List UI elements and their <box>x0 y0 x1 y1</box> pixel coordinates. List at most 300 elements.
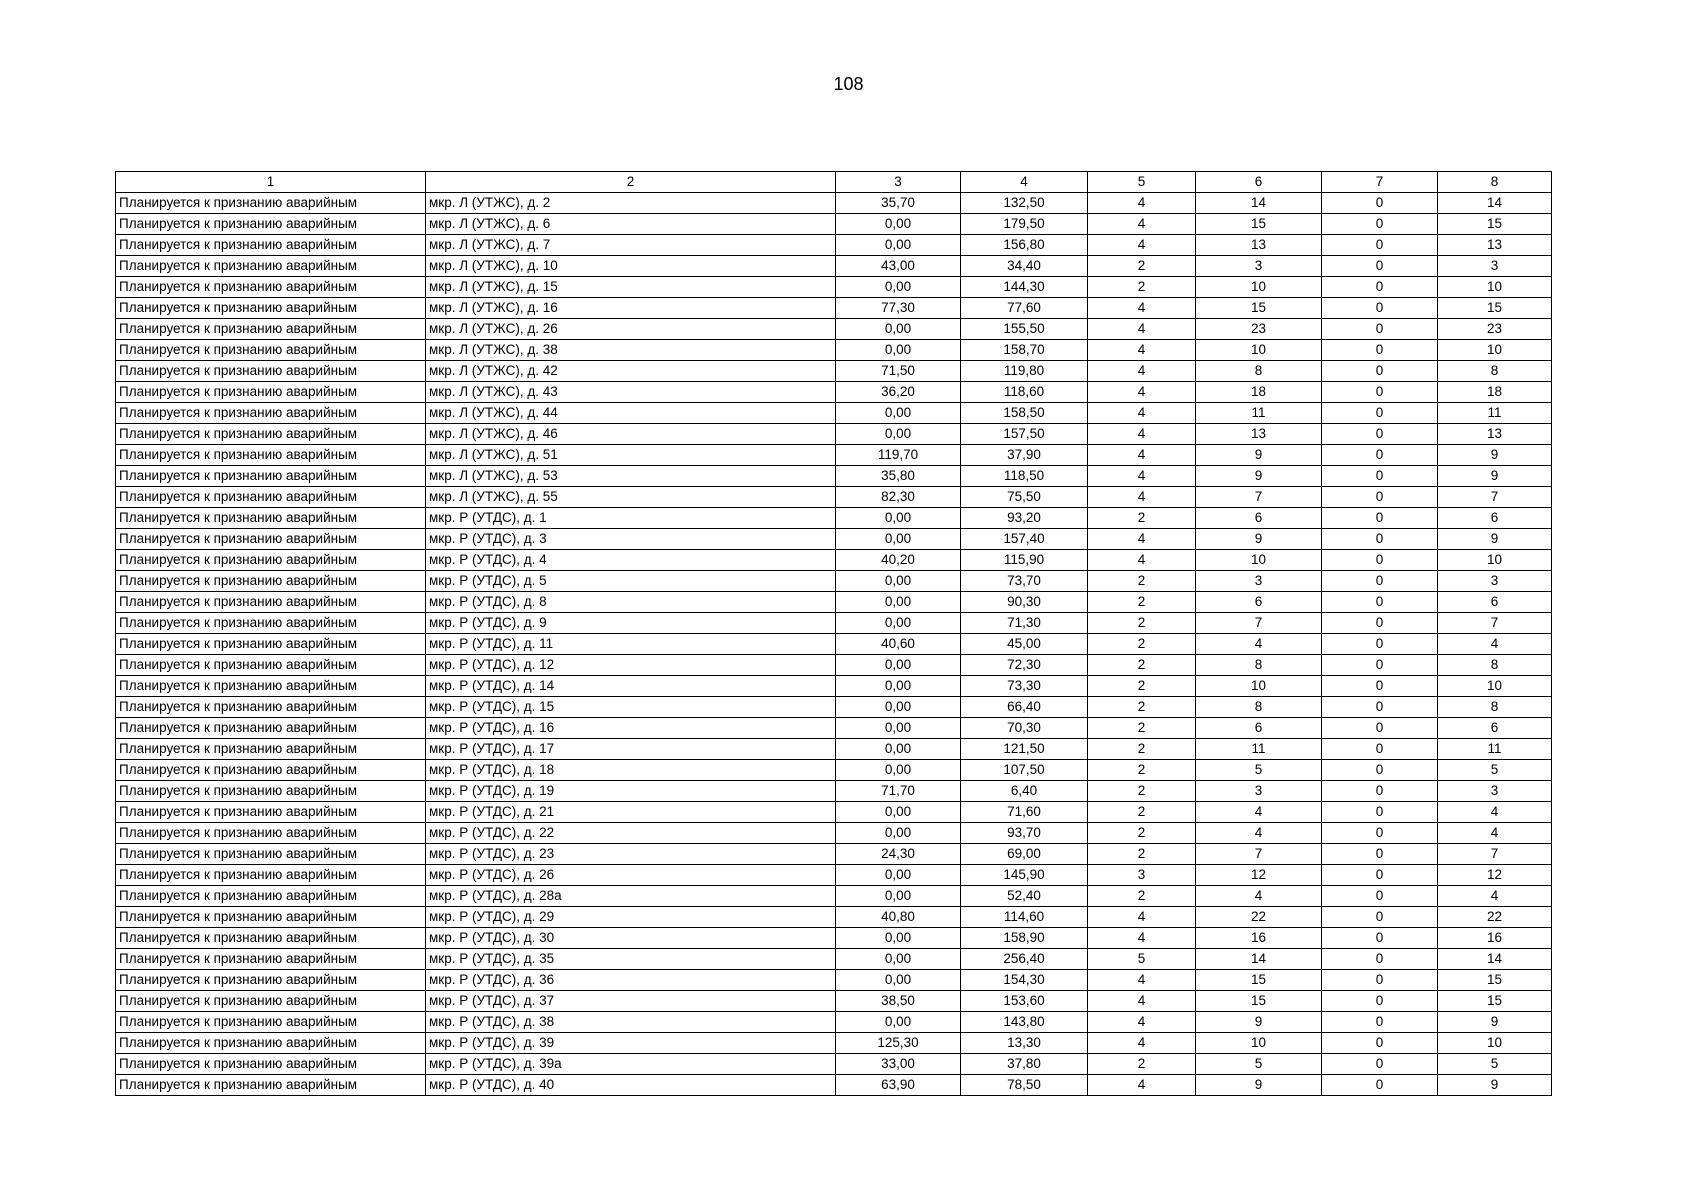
address-cell: мкр. Л (УТЖС), д. 7 <box>426 235 836 256</box>
address-cell: мкр. Л (УТЖС), д. 10 <box>426 256 836 277</box>
column-header: 1 <box>116 172 426 193</box>
address-cell: мкр. Р (УТДС), д. 35 <box>426 949 836 970</box>
table-row <box>116 508 1552 529</box>
area-cell: 45,00 <box>961 634 1088 655</box>
address-cell: мкр. Л (УТЖС), д. 16 <box>426 298 836 319</box>
count-cell: 0 <box>1322 739 1438 760</box>
count-cell: 0 <box>1322 340 1438 361</box>
count-cell: 3 <box>1438 781 1552 802</box>
count-cell: 0 <box>1322 277 1438 298</box>
count-cell: 2 <box>1088 844 1196 865</box>
table-row <box>116 718 1552 739</box>
count-cell: 2 <box>1088 571 1196 592</box>
count-cell: 0 <box>1322 613 1438 634</box>
count-cell: 0 <box>1322 487 1438 508</box>
area-cell: 90,30 <box>961 592 1088 613</box>
count-cell: 9 <box>1196 1075 1322 1096</box>
area-cell: 73,30 <box>961 676 1088 697</box>
table-row <box>116 214 1552 235</box>
value-cell: 0,00 <box>836 1012 961 1033</box>
count-cell: 4 <box>1088 193 1196 214</box>
table-row <box>116 760 1552 781</box>
value-cell: 0,00 <box>836 928 961 949</box>
address-cell: мкр. Л (УТЖС), д. 44 <box>426 403 836 424</box>
address-cell: мкр. Р (УТДС), д. 16 <box>426 718 836 739</box>
count-cell: 6 <box>1196 592 1322 613</box>
count-cell: 7 <box>1196 487 1322 508</box>
count-cell: 4 <box>1088 403 1196 424</box>
count-cell: 0 <box>1322 361 1438 382</box>
count-cell: 2 <box>1088 823 1196 844</box>
address-cell: мкр. Л (УТЖС), д. 53 <box>426 466 836 487</box>
area-cell: 144,30 <box>961 277 1088 298</box>
count-cell: 4 <box>1088 214 1196 235</box>
count-cell: 0 <box>1322 550 1438 571</box>
count-cell: 0 <box>1322 844 1438 865</box>
count-cell: 4 <box>1088 424 1196 445</box>
count-cell: 0 <box>1322 802 1438 823</box>
count-cell: 0 <box>1322 823 1438 844</box>
count-cell: 2 <box>1088 886 1196 907</box>
area-cell: 70,30 <box>961 718 1088 739</box>
table-row <box>116 529 1552 550</box>
count-cell: 14 <box>1196 193 1322 214</box>
count-cell: 4 <box>1088 319 1196 340</box>
count-cell: 4 <box>1088 235 1196 256</box>
count-cell: 9 <box>1438 1075 1552 1096</box>
count-cell: 9 <box>1438 1012 1552 1033</box>
value-cell: 0,00 <box>836 655 961 676</box>
count-cell: 2 <box>1088 739 1196 760</box>
count-cell: 15 <box>1438 970 1552 991</box>
table-row <box>116 193 1552 214</box>
count-cell: 0 <box>1322 781 1438 802</box>
page-number: 108 <box>833 74 864 94</box>
count-cell: 10 <box>1196 676 1322 697</box>
column-header: 6 <box>1196 172 1322 193</box>
count-cell: 0 <box>1322 382 1438 403</box>
value-cell: 0,00 <box>836 823 961 844</box>
count-cell: 4 <box>1088 907 1196 928</box>
table-row <box>116 1012 1552 1033</box>
status-cell: Планируется к признанию аварийным <box>116 781 426 802</box>
value-cell: 40,60 <box>836 634 961 655</box>
count-cell: 0 <box>1322 760 1438 781</box>
area-cell: 179,50 <box>961 214 1088 235</box>
count-cell: 4 <box>1088 991 1196 1012</box>
count-cell: 10 <box>1438 550 1552 571</box>
count-cell: 0 <box>1322 718 1438 739</box>
count-cell: 2 <box>1088 508 1196 529</box>
count-cell: 4 <box>1088 1075 1196 1096</box>
count-cell: 11 <box>1438 739 1552 760</box>
count-cell: 14 <box>1438 949 1552 970</box>
table-row <box>116 865 1552 886</box>
count-cell: 0 <box>1322 592 1438 613</box>
count-cell: 6 <box>1196 718 1322 739</box>
count-cell: 18 <box>1196 382 1322 403</box>
status-cell: Планируется к признанию аварийным <box>116 802 426 823</box>
count-cell: 11 <box>1196 403 1322 424</box>
table-row <box>116 949 1552 970</box>
status-cell: Планируется к признанию аварийным <box>116 718 426 739</box>
status-cell: Планируется к признанию аварийным <box>116 424 426 445</box>
count-cell: 7 <box>1438 487 1552 508</box>
value-cell: 0,00 <box>836 319 961 340</box>
area-cell: 115,90 <box>961 550 1088 571</box>
area-cell: 158,90 <box>961 928 1088 949</box>
count-cell: 22 <box>1196 907 1322 928</box>
table-row <box>116 424 1552 445</box>
count-cell: 4 <box>1196 823 1322 844</box>
table-row <box>116 697 1552 718</box>
count-cell: 10 <box>1196 340 1322 361</box>
table-row <box>116 907 1552 928</box>
count-cell: 13 <box>1438 235 1552 256</box>
count-cell: 4 <box>1088 361 1196 382</box>
address-cell: мкр. Р (УТДС), д. 9 <box>426 613 836 634</box>
table-row <box>116 613 1552 634</box>
value-cell: 125,30 <box>836 1033 961 1054</box>
value-cell: 33,00 <box>836 1054 961 1075</box>
area-cell: 71,60 <box>961 802 1088 823</box>
area-cell: 107,50 <box>961 760 1088 781</box>
status-cell: Планируется к признанию аварийным <box>116 403 426 424</box>
count-cell: 2 <box>1088 613 1196 634</box>
count-cell: 11 <box>1438 403 1552 424</box>
table-row <box>116 403 1552 424</box>
address-cell: мкр. Р (УТДС), д. 40 <box>426 1075 836 1096</box>
table-row <box>116 844 1552 865</box>
count-cell: 0 <box>1322 1054 1438 1075</box>
value-cell: 71,70 <box>836 781 961 802</box>
address-cell: мкр. Р (УТДС), д. 26 <box>426 865 836 886</box>
address-cell: мкр. Р (УТДС), д. 29 <box>426 907 836 928</box>
status-cell: Планируется к признанию аварийным <box>116 1033 426 1054</box>
count-cell: 5 <box>1438 760 1552 781</box>
value-cell: 36,20 <box>836 382 961 403</box>
count-cell: 0 <box>1322 928 1438 949</box>
table-row <box>116 550 1552 571</box>
status-cell: Планируется к признанию аварийным <box>116 1012 426 1033</box>
count-cell: 4 <box>1088 1033 1196 1054</box>
count-cell: 9 <box>1196 529 1322 550</box>
status-cell: Планируется к признанию аварийным <box>116 340 426 361</box>
count-cell: 4 <box>1196 886 1322 907</box>
count-cell: 0 <box>1322 634 1438 655</box>
area-cell: 155,50 <box>961 319 1088 340</box>
area-cell: 66,40 <box>961 697 1088 718</box>
count-cell: 4 <box>1088 298 1196 319</box>
count-cell: 10 <box>1438 1033 1552 1054</box>
count-cell: 6 <box>1438 508 1552 529</box>
count-cell: 9 <box>1196 1012 1322 1033</box>
count-cell: 6 <box>1196 508 1322 529</box>
area-cell: 77,60 <box>961 298 1088 319</box>
table-row <box>116 634 1552 655</box>
count-cell: 4 <box>1088 382 1196 403</box>
value-cell: 82,30 <box>836 487 961 508</box>
count-cell: 8 <box>1438 697 1552 718</box>
count-cell: 2 <box>1088 592 1196 613</box>
status-cell: Планируется к признанию аварийным <box>116 256 426 277</box>
count-cell: 3 <box>1196 781 1322 802</box>
table-row <box>116 676 1552 697</box>
count-cell: 22 <box>1438 907 1552 928</box>
address-cell: мкр. Р (УТДС), д. 15 <box>426 697 836 718</box>
address-cell: мкр. Р (УТДС), д. 12 <box>426 655 836 676</box>
count-cell: 5 <box>1196 1054 1322 1075</box>
count-cell: 4 <box>1088 970 1196 991</box>
area-cell: 52,40 <box>961 886 1088 907</box>
count-cell: 2 <box>1088 256 1196 277</box>
data-table <box>115 171 1552 1096</box>
address-cell: мкр. Л (УТЖС), д. 15 <box>426 277 836 298</box>
address-cell: мкр. Р (УТДС), д. 1 <box>426 508 836 529</box>
value-cell: 0,00 <box>836 865 961 886</box>
value-cell: 38,50 <box>836 991 961 1012</box>
address-cell: мкр. Л (УТЖС), д. 26 <box>426 319 836 340</box>
area-cell: 157,40 <box>961 529 1088 550</box>
status-cell: Планируется к признанию аварийным <box>116 739 426 760</box>
address-cell: мкр. Р (УТДС), д. 14 <box>426 676 836 697</box>
value-cell: 0,00 <box>836 886 961 907</box>
status-cell: Планируется к признанию аварийным <box>116 361 426 382</box>
value-cell: 40,20 <box>836 550 961 571</box>
count-cell: 13 <box>1438 424 1552 445</box>
count-cell: 4 <box>1196 634 1322 655</box>
address-cell: мкр. Р (УТДС), д. 21 <box>426 802 836 823</box>
address-cell: мкр. Р (УТДС), д. 8 <box>426 592 836 613</box>
status-cell: Планируется к признанию аварийным <box>116 928 426 949</box>
address-cell: мкр. Р (УТДС), д. 38 <box>426 1012 836 1033</box>
value-cell: 24,30 <box>836 844 961 865</box>
count-cell: 0 <box>1322 466 1438 487</box>
value-cell: 0,00 <box>836 676 961 697</box>
area-cell: 71,30 <box>961 613 1088 634</box>
count-cell: 0 <box>1322 235 1438 256</box>
count-cell: 0 <box>1322 991 1438 1012</box>
area-cell: 132,50 <box>961 193 1088 214</box>
area-cell: 157,50 <box>961 424 1088 445</box>
address-cell: мкр. Л (УТЖС), д. 55 <box>426 487 836 508</box>
count-cell: 8 <box>1196 655 1322 676</box>
count-cell: 0 <box>1322 1012 1438 1033</box>
status-cell: Планируется к признанию аварийным <box>116 823 426 844</box>
address-cell: мкр. Р (УТДС), д. 39 <box>426 1033 836 1054</box>
count-cell: 10 <box>1438 340 1552 361</box>
area-cell: 75,50 <box>961 487 1088 508</box>
value-cell: 0,00 <box>836 592 961 613</box>
count-cell: 4 <box>1438 634 1552 655</box>
value-cell: 0,00 <box>836 718 961 739</box>
address-cell: мкр. Л (УТЖС), д. 46 <box>426 424 836 445</box>
count-cell: 0 <box>1322 970 1438 991</box>
count-cell: 0 <box>1322 571 1438 592</box>
table-row <box>116 928 1552 949</box>
status-cell: Планируется к признанию аварийным <box>116 277 426 298</box>
table-row <box>116 991 1552 1012</box>
count-cell: 13 <box>1196 235 1322 256</box>
count-cell: 4 <box>1438 802 1552 823</box>
value-cell: 0,00 <box>836 571 961 592</box>
table-row <box>116 361 1552 382</box>
count-cell: 15 <box>1196 214 1322 235</box>
count-cell: 3 <box>1196 256 1322 277</box>
count-cell: 2 <box>1088 697 1196 718</box>
count-cell: 9 <box>1438 445 1552 466</box>
count-cell: 2 <box>1088 676 1196 697</box>
address-cell: мкр. Р (УТДС), д. 23 <box>426 844 836 865</box>
count-cell: 10 <box>1196 550 1322 571</box>
count-cell: 8 <box>1438 655 1552 676</box>
address-cell: мкр. Р (УТДС), д. 18 <box>426 760 836 781</box>
status-cell: Планируется к признанию аварийным <box>116 655 426 676</box>
area-cell: 143,80 <box>961 1012 1088 1033</box>
count-cell: 0 <box>1322 319 1438 340</box>
count-cell: 7 <box>1196 613 1322 634</box>
table-row <box>116 445 1552 466</box>
count-cell: 5 <box>1438 1054 1552 1075</box>
area-cell: 6,40 <box>961 781 1088 802</box>
area-cell: 13,30 <box>961 1033 1088 1054</box>
address-cell: мкр. Р (УТДС), д. 36 <box>426 970 836 991</box>
area-cell: 37,90 <box>961 445 1088 466</box>
count-cell: 15 <box>1438 298 1552 319</box>
address-cell: мкр. Р (УТДС), д. 17 <box>426 739 836 760</box>
address-cell: мкр. Р (УТДС), д. 22 <box>426 823 836 844</box>
table-body <box>116 193 1552 1096</box>
status-cell: Планируется к признанию аварийным <box>116 907 426 928</box>
address-cell: мкр. Л (УТЖС), д. 51 <box>426 445 836 466</box>
count-cell: 0 <box>1322 886 1438 907</box>
status-cell: Планируется к признанию аварийным <box>116 634 426 655</box>
count-cell: 15 <box>1196 298 1322 319</box>
area-cell: 158,50 <box>961 403 1088 424</box>
count-cell: 13 <box>1196 424 1322 445</box>
status-cell: Планируется к признанию аварийным <box>116 529 426 550</box>
count-cell: 8 <box>1196 361 1322 382</box>
count-cell: 23 <box>1438 319 1552 340</box>
table-row <box>116 340 1552 361</box>
value-cell: 0,00 <box>836 970 961 991</box>
address-cell: мкр. Л (УТЖС), д. 2 <box>426 193 836 214</box>
count-cell: 0 <box>1322 445 1438 466</box>
status-cell: Планируется к признанию аварийным <box>116 487 426 508</box>
status-cell: Планируется к признанию аварийным <box>116 844 426 865</box>
count-cell: 0 <box>1322 256 1438 277</box>
count-cell: 10 <box>1438 277 1552 298</box>
table-row <box>116 235 1552 256</box>
address-cell: мкр. Р (УТДС), д. 28а <box>426 886 836 907</box>
status-cell: Планируется к признанию аварийным <box>116 466 426 487</box>
count-cell: 4 <box>1088 340 1196 361</box>
value-cell: 0,00 <box>836 613 961 634</box>
table-row <box>116 1075 1552 1096</box>
area-cell: 118,60 <box>961 382 1088 403</box>
address-cell: мкр. Л (УТЖС), д. 42 <box>426 361 836 382</box>
count-cell: 0 <box>1322 907 1438 928</box>
status-cell: Планируется к признанию аварийным <box>116 508 426 529</box>
count-cell: 14 <box>1196 949 1322 970</box>
area-cell: 93,70 <box>961 823 1088 844</box>
status-cell: Планируется к признанию аварийным <box>116 676 426 697</box>
area-cell: 114,60 <box>961 907 1088 928</box>
address-cell: мкр. Р (УТДС), д. 30 <box>426 928 836 949</box>
count-cell: 0 <box>1322 1075 1438 1096</box>
count-cell: 12 <box>1438 865 1552 886</box>
area-cell: 118,50 <box>961 466 1088 487</box>
area-cell: 121,50 <box>961 739 1088 760</box>
count-cell: 2 <box>1088 655 1196 676</box>
address-cell: мкр. Л (УТЖС), д. 38 <box>426 340 836 361</box>
count-cell: 8 <box>1438 361 1552 382</box>
count-cell: 9 <box>1196 445 1322 466</box>
count-cell: 4 <box>1196 802 1322 823</box>
address-cell: мкр. Л (УТЖС), д. 43 <box>426 382 836 403</box>
column-header: 8 <box>1438 172 1552 193</box>
count-cell: 2 <box>1088 1054 1196 1075</box>
count-cell: 0 <box>1322 529 1438 550</box>
count-cell: 0 <box>1322 214 1438 235</box>
column-header: 5 <box>1088 172 1196 193</box>
count-cell: 6 <box>1438 718 1552 739</box>
area-cell: 119,80 <box>961 361 1088 382</box>
count-cell: 0 <box>1322 424 1438 445</box>
count-cell: 0 <box>1322 1033 1438 1054</box>
value-cell: 0,00 <box>836 424 961 445</box>
count-cell: 9 <box>1438 529 1552 550</box>
table-row <box>116 571 1552 592</box>
table-row <box>116 655 1552 676</box>
count-cell: 6 <box>1438 592 1552 613</box>
table-row <box>116 823 1552 844</box>
count-cell: 16 <box>1196 928 1322 949</box>
count-cell: 4 <box>1088 550 1196 571</box>
count-cell: 2 <box>1088 718 1196 739</box>
count-cell: 4 <box>1088 487 1196 508</box>
address-cell: мкр. Р (УТДС), д. 37 <box>426 991 836 1012</box>
status-cell: Планируется к признанию аварийным <box>116 571 426 592</box>
table-row <box>116 970 1552 991</box>
count-cell: 15 <box>1438 214 1552 235</box>
area-cell: 69,00 <box>961 844 1088 865</box>
count-cell: 2 <box>1088 634 1196 655</box>
column-header: 2 <box>426 172 836 193</box>
status-cell: Планируется к признанию аварийным <box>116 214 426 235</box>
count-cell: 23 <box>1196 319 1322 340</box>
table-row <box>116 277 1552 298</box>
count-cell: 11 <box>1196 739 1322 760</box>
count-cell: 0 <box>1322 865 1438 886</box>
count-cell: 5 <box>1088 949 1196 970</box>
value-cell: 35,70 <box>836 193 961 214</box>
count-cell: 7 <box>1438 613 1552 634</box>
value-cell: 43,00 <box>836 256 961 277</box>
count-cell: 10 <box>1196 1033 1322 1054</box>
status-cell: Планируется к признанию аварийным <box>116 235 426 256</box>
status-cell: Планируется к признанию аварийным <box>116 1054 426 1075</box>
value-cell: 40,80 <box>836 907 961 928</box>
status-cell: Планируется к признанию аварийным <box>116 1075 426 1096</box>
column-header: 3 <box>836 172 961 193</box>
value-cell: 77,30 <box>836 298 961 319</box>
count-cell: 3 <box>1438 571 1552 592</box>
address-cell: мкр. Р (УТДС), д. 39а <box>426 1054 836 1075</box>
status-cell: Планируется к признанию аварийным <box>116 613 426 634</box>
status-cell: Планируется к признанию аварийным <box>116 991 426 1012</box>
value-cell: 0,00 <box>836 403 961 424</box>
